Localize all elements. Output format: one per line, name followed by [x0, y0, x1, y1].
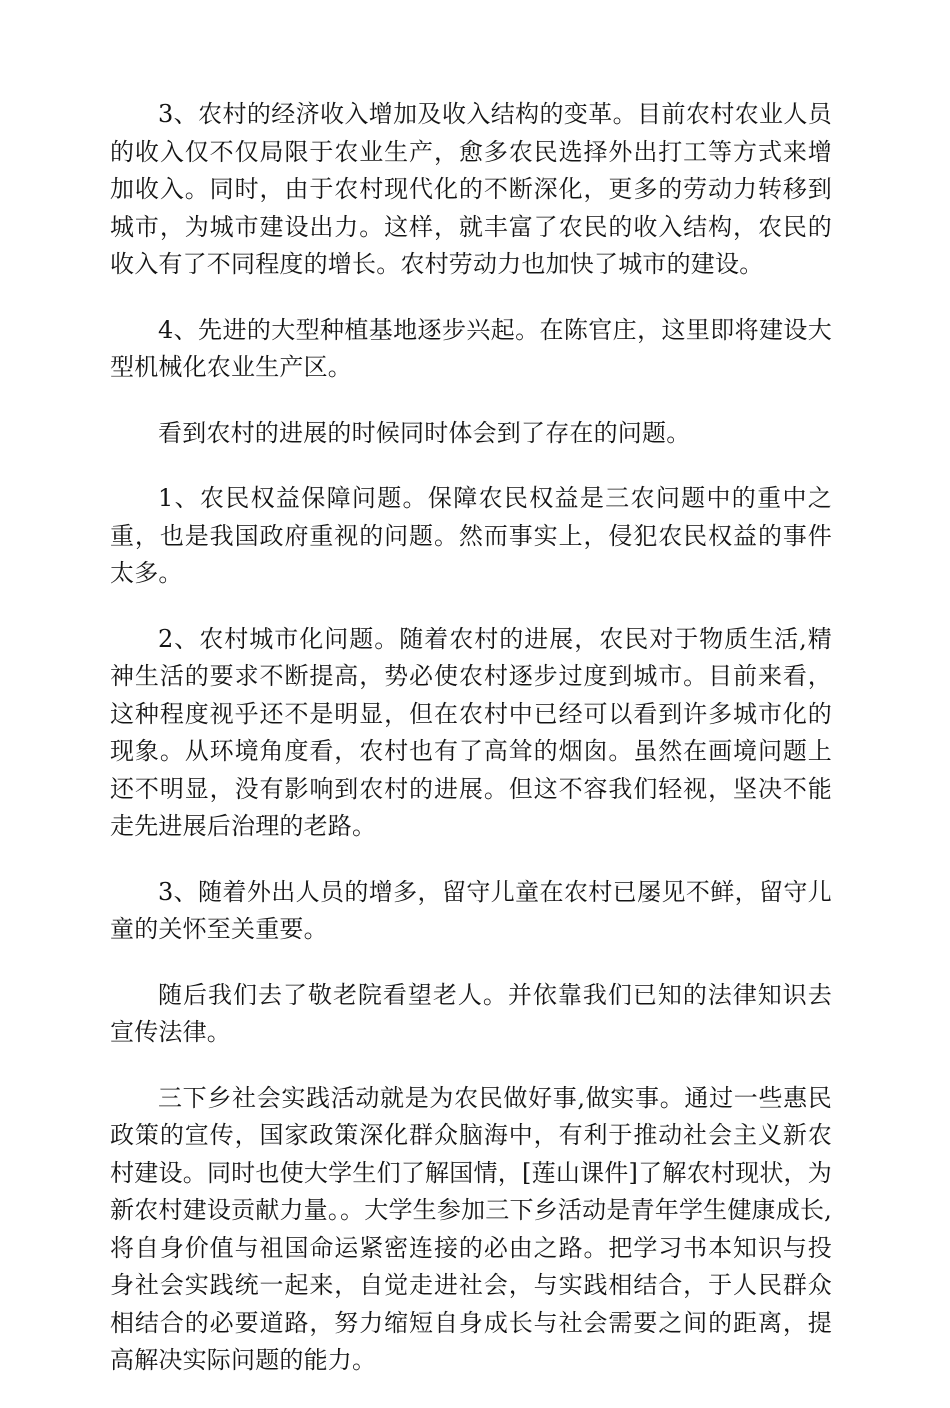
paragraph-nursing-home: 随后我们去了敬老院看望老人。并依靠我们已知的法律知识去宣传法律。: [110, 980, 832, 1046]
paragraph-left-behind-children: 3、随着外出人员的增多，留守儿童在农村已屡见不鲜，留守儿童的关怀至关重要。: [110, 877, 832, 943]
paragraph-problems-intro: 看到农村的进展的时候同时体会到了存在的问题。: [158, 418, 691, 447]
paragraph-conclusion: 三下乡社会实践活动就是为农民做好事,做实事。通过一些惠民政策的宣传，国家政策深化群众脑海中，有利于推动社会主义新农村建设。同时也使大学生们了解国情，[莲山课件]了解农村现状，为新农村建设贡献力量。。大学生参加三下乡活动是青年学生健康成长,将自身价值与祖国命运紧密连接的必由之路。把学习书本知识与投身社会实践统一起来，自觉走进社会，与实践相结合，于人民群众相结合的必要道路，努力缩短自身成长与社会需要之间的距离，提高解决实际问题的能力。: [110, 1083, 832, 1374]
paragraph-urbanization: 2、农村城市化问题。随着农村的进展，农民对于物质生活,精神生活的要求不断提高，势必使农村逐步过度到城市。目前来看，这种程度视乎还不是明显，但在农村中已经可以看到许多城市化的现象。从环境角度看，农村也有了高耸的烟囱。虽然在画境问题上还不明显，没有影响到农村的进展。但这不容我们轻视，坚决不能走先进展后治理的老路。: [110, 624, 832, 840]
paragraph-farmer-rights: 1、农民权益保障问题。保障农民权益是三农问题中的重中之重，也是我国政府重视的问题。然而事实上，侵犯农民权益的事件太多。: [110, 484, 832, 587]
document-page: [110, 96, 832, 1408]
paragraph-rural-income: 3、农村的经济收入增加及收入结构的变革。目前农村农业人员的收入仅不仅局限于农业生产，愈多农民选择外出打工等方式来增加收入。同时，由于农村现代化的不断深化，更多的劳动力转移到城市，为城市建设出力。这样，就丰富了农民的收入结构，农民的收入有了不同程度的增长。农村劳动力也加快了城市的建设。: [110, 100, 832, 278]
paragraph-planting-base: 4、先进的大型种植基地逐步兴起。在陈官庄，这里即将建设大型机械化农业生产区。: [110, 315, 832, 381]
